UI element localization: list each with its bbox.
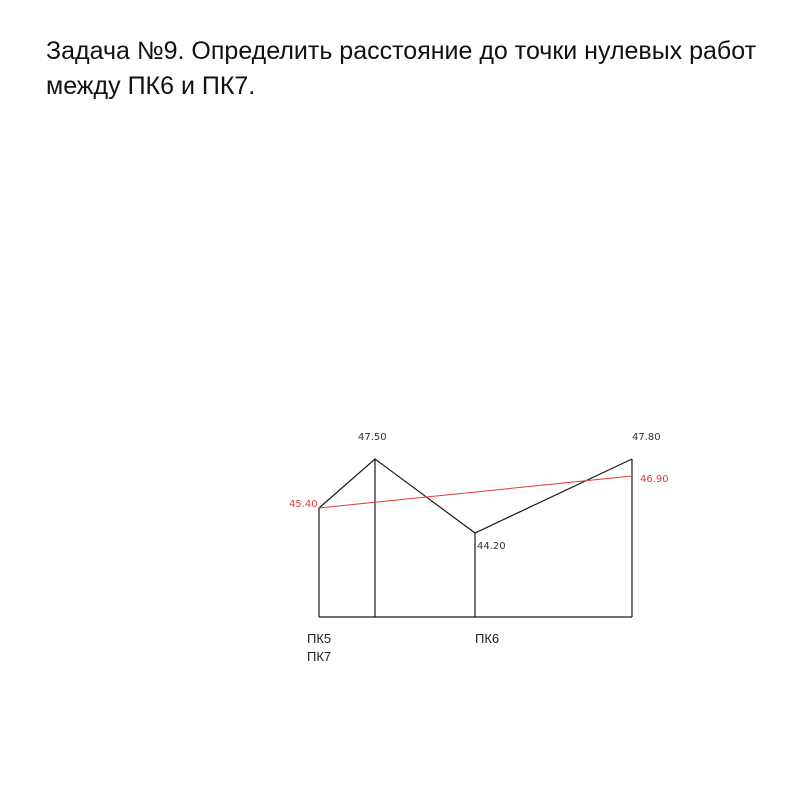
ground-profile-line bbox=[319, 459, 632, 533]
design-elevation-left: 45.40 bbox=[289, 499, 318, 510]
station-label-pk6: ПК6 bbox=[475, 631, 500, 646]
elevation-valley: 44.20 bbox=[477, 541, 506, 552]
elevation-right-top: 47.80 bbox=[632, 432, 661, 443]
design-grade-line bbox=[319, 476, 632, 508]
design-elevation-right: 46.90 bbox=[640, 474, 669, 485]
station-label-pk7: ПК7 bbox=[307, 649, 332, 664]
task-title: Задача №9. Определить расстояние до точки нулевых работ между ПК6 и ПК7. bbox=[46, 37, 757, 100]
station-label-pk5: ПК5 bbox=[307, 631, 332, 646]
elevation-peak-left: 47.50 bbox=[358, 432, 387, 443]
